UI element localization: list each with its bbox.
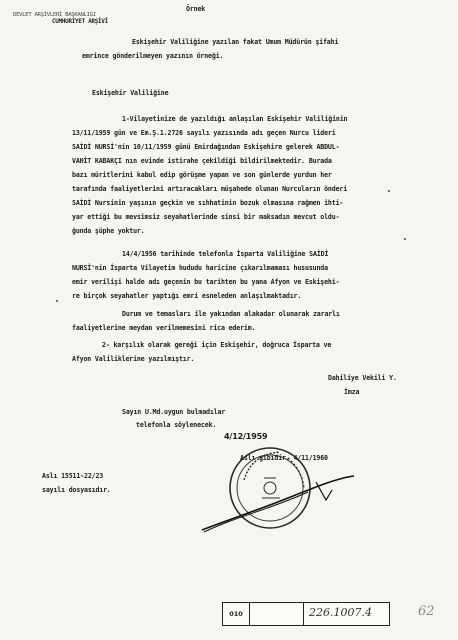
archive-stamp-box xyxy=(222,602,390,626)
archive-ref-line: sayılı dosyasıdır. xyxy=(42,486,111,494)
body-line: bazı müritlerini kabul edip görüşme yapan ve son günlerde yurdun her xyxy=(72,171,332,179)
signature-title: Dahiliye Vekili Y. xyxy=(328,374,397,382)
body-line: tarafında faaliyetlerini artıracakları müşahede olunan Nurcuların önderi xyxy=(72,185,348,193)
salutation: Eskişehir Valiliğine xyxy=(92,89,169,97)
scan-speck xyxy=(56,300,58,302)
handwritten-note: Sayın U.Md.uygun bulmadılar xyxy=(122,408,226,416)
intro-line: emrince gönderilmeyen yazının örneği. xyxy=(82,52,224,60)
body-line: 14/4/1956 tarihinde telefonla İsparta Valiliğine SAİDİ xyxy=(122,250,329,258)
body-line: re birçok seyahatler yaptığı emri esneleden anlaşılmaktadır. xyxy=(72,292,302,300)
archive-ref-line: Aslı 15511-22/23 xyxy=(42,472,104,480)
signature-sign: İmza xyxy=(344,388,360,396)
copy-label: Örnek xyxy=(186,5,206,13)
body-line: SAİDİ NURSİ'nin 10/11/1959 günü Emirdağından Eskişehire gelerek ABDUL- xyxy=(72,143,340,151)
archive-box-code: 010 xyxy=(223,603,250,625)
issuer-line-2: CUMHURİYET ARŞİVİ xyxy=(52,19,108,25)
handwritten-note: telefonla söylenecek. xyxy=(136,421,217,429)
archive-box-blank xyxy=(251,603,304,625)
issuer-line-1: DEVLET ARŞİVLERİ BAŞKANLIĞI xyxy=(13,12,96,18)
archive-record-number: 226.1007.4 xyxy=(309,606,372,619)
body-line: 2- karşılık olarak gereği için Eskişehir, doğruca İsparta ve xyxy=(102,341,332,349)
certified-copy-line: Aslı gibidir. 4/11/1960 xyxy=(240,454,328,462)
body-line: yar ettiği bu mevsimsiz seyahatlerinde sinsi bir maksadın mevcut oldu- xyxy=(72,213,340,221)
intro-line: Eskişehir Valiliğine yazılan fakat Umum Müdürün şifahi xyxy=(132,38,339,46)
body-line: Afyon Valiliklerine yazılmıştır. xyxy=(72,355,195,363)
page-number: 62 xyxy=(418,604,435,619)
body-line: faaliyetlerine meydan verilmemesini rica ederim. xyxy=(72,324,256,332)
body-line: SAİDİ Nursinin yaşının geçkin ve sıhhatinin bozuk olmasına rağmen ihti- xyxy=(72,199,344,207)
scan-speck xyxy=(388,190,390,192)
body-line: 1-Vilayetinize de yazıldığı anlaşılan Eskişehir Valiliğinin xyxy=(122,115,348,123)
signature-scrawl-icon xyxy=(198,470,358,540)
body-line: emir verilişi halde adı geçenin bu tarihten bu yana Afyon ve Eskişehi- xyxy=(72,278,340,286)
scan-speck xyxy=(404,238,406,240)
note-date: 4/12/1959 xyxy=(224,432,268,441)
body-line: VAHİT KABAKÇI nın evinde istirahe çekildiği bildirilmektedir. Burada xyxy=(72,157,332,165)
body-line: ğunda şüphe yoktur. xyxy=(72,227,145,235)
body-line: Durum ve temasları ile yakından alakadar olunarak zararlı xyxy=(122,310,340,318)
body-line: 13/11/1959 gün ve Em.Ş.1.2726 sayılı yazısında adı geçen Nurcu lideri xyxy=(72,129,336,137)
body-line: NURSİ'nin İsparta Vilayetim hududu haricine çıkarılmaması hususunda xyxy=(72,264,328,272)
